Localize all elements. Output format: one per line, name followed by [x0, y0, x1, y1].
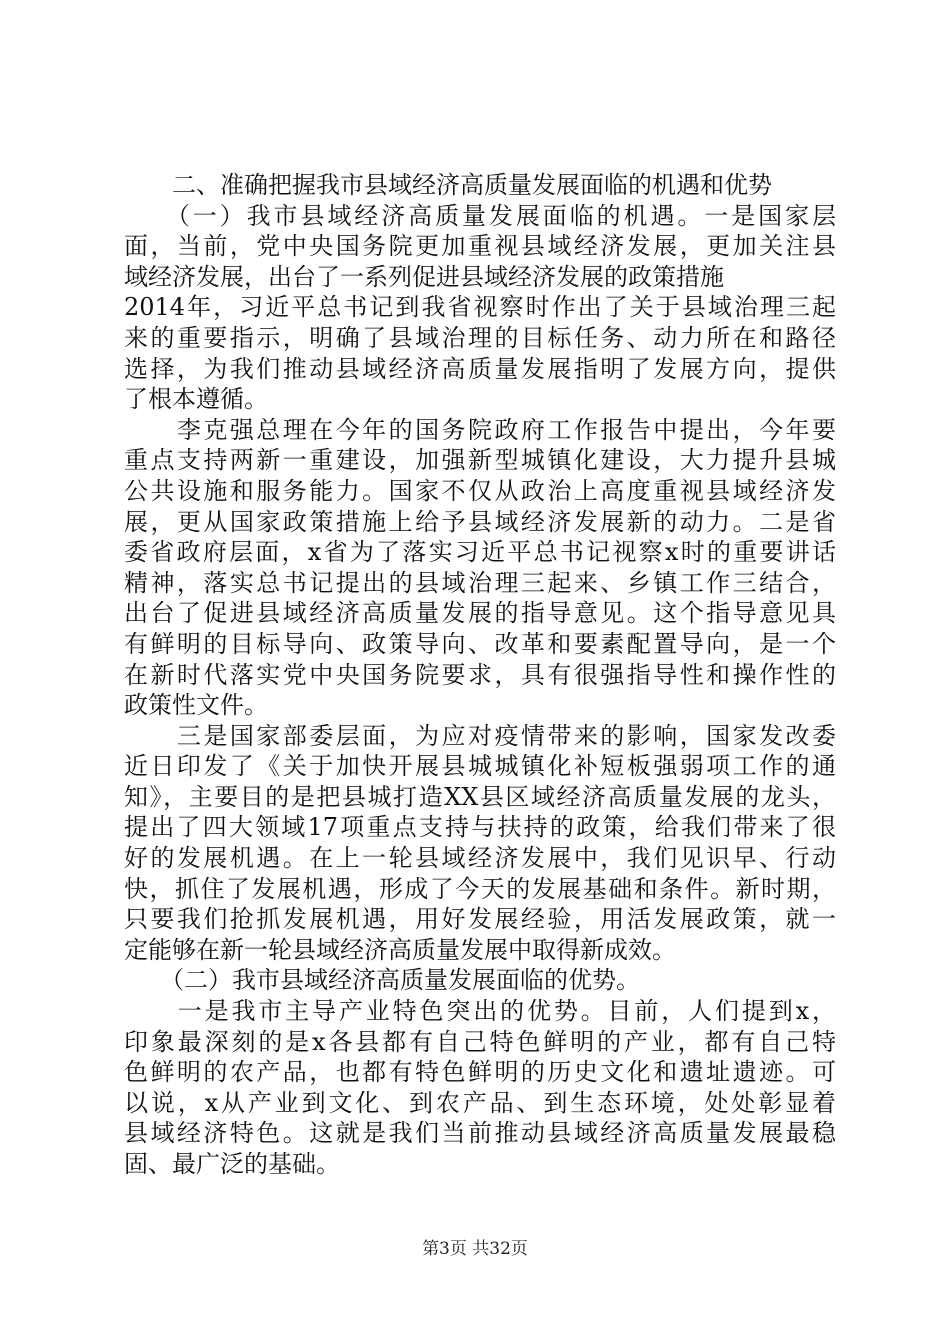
text-line: 在新时代落实党中央国务院要求，具有很强指导性和操作性的 — [124, 660, 836, 689]
text-line: （一）我市县域经济高质量发展面临的机遇。一是国家层 — [124, 201, 836, 230]
text-line: 委省政府层面，x省为了落实习近平总书记视察x时的重要讲话 — [124, 538, 836, 567]
text-line: 公共设施和服务能力。国家不仅从政治上高度重视县域经济发 — [124, 476, 836, 505]
text-line: 三是国家部委层面，为应对疫情带来的影响，国家发改委 — [124, 721, 836, 750]
text-line: 县域经济特色。这就是我们当前推动县域经济高质量发展最稳 — [124, 1119, 836, 1148]
text-line: 政策性文件。 — [124, 691, 268, 720]
text-line: 以说，x从产业到文化、到农产品、到生态环境，处处彰显着 — [124, 1088, 836, 1117]
text-line: 一是我市主导产业特色突出的优势。目前，人们提到x， — [124, 997, 836, 1026]
text-line: 了根本遵循。 — [124, 385, 268, 414]
text-line: 提出了四大领域17项重点支持与扶持的政策，给我们带来了很 — [124, 813, 836, 842]
text-line: 好的发展机遇。在上一轮县域经济发展中，我们见识早、行动 — [124, 844, 836, 873]
page-footer: 第3页 共32页 — [422, 1239, 528, 1259]
section-heading: 二、准确把握我市县域经济高质量发展面临的机遇和优势 — [124, 171, 772, 199]
text-line: 固、最广泛的基础。 — [124, 1150, 340, 1178]
text-line: 近日印发了《关于加快开展县城城镇化补短板强弱项工作的通 — [124, 752, 836, 781]
text-line: 知》，主要目的是把县城打造XX县区域经济高质量发展的龙头， — [124, 782, 836, 811]
text-line: 面，当前，党中央国务院更加重视县域经济发展，更加关注县 — [124, 232, 836, 261]
text-line: 来的重要指示，明确了县域治理的目标任务、动力所在和路径 — [124, 323, 836, 352]
text-line: 定能够在新一轮县域经济高质量发展中取得新成效。 — [124, 935, 676, 964]
text-line: 域经济发展，出台了一系列促进县域经济发展的政策措施 — [124, 262, 724, 291]
subsection-heading: （二）我市县域经济高质量发展面临的优势。 — [124, 966, 640, 995]
text-line: 色鲜明的农产品，也都有特色鲜明的历史文化和遗址遗迹。可 — [124, 1058, 836, 1087]
text-line: 出台了促进县域经济高质量发展的指导意见。这个指导意见具 — [124, 599, 836, 628]
text-line: 展，更从国家政策措施上给予县域经济发展新的动力。二是省 — [124, 507, 836, 536]
text-line: 选择，为我们推动县域经济高质量发展指明了发展方向，提供 — [124, 354, 836, 383]
text-line: 2014年，习近平总书记到我省视察时作出了关于县域治理三起 — [124, 293, 836, 322]
text-line: 李克强总理在今年的国务院政府工作报告中提出，今年要 — [124, 415, 836, 444]
text-line: 重点支持两新一重建设，加强新型城镇化建设，大力提升县城 — [124, 446, 836, 475]
text-line: 快，抓住了发展机遇，形成了今天的发展基础和条件。新时期， — [124, 874, 836, 903]
text-line: 印象最深刻的是x各县都有自己特色鲜明的产业，都有自己特 — [124, 1027, 836, 1056]
document-body — [124, 170, 836, 1180]
text-line: 有鲜明的目标导向、政策导向、改革和要素配置导向，是一个 — [124, 629, 836, 658]
text-line: 精神，落实总书记提出的县域治理三起来、乡镇工作三结合， — [124, 568, 836, 597]
text-line: 只要我们抢抓发展机遇，用好发展经验，用活发展政策，就一 — [124, 905, 836, 934]
